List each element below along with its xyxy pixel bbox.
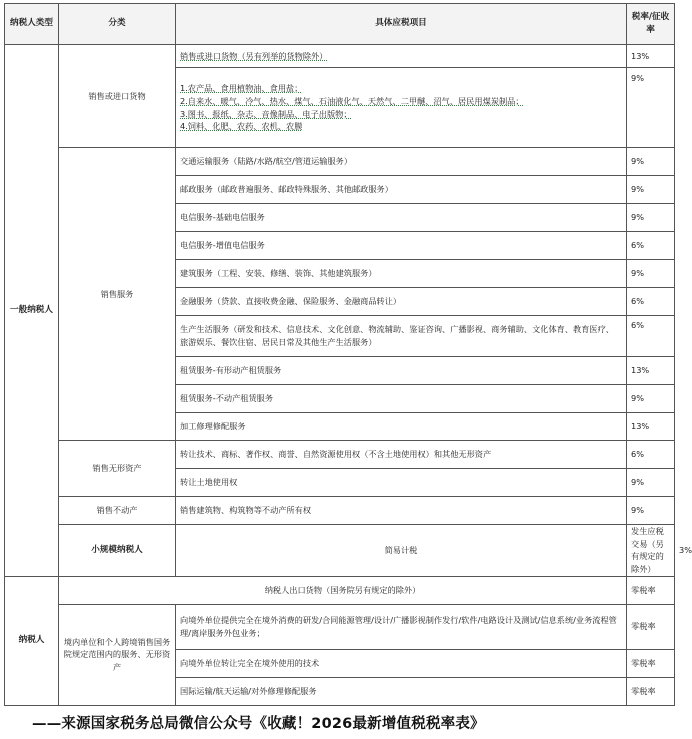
rate-cell: 6% [627,441,675,469]
item-cell: 租赁服务-不动产租赁服务 [176,385,627,413]
table-row [5,45,675,68]
header-taxpayer-type: 纳税人类型 [5,4,59,45]
table-row [5,576,675,604]
table-row [5,497,675,525]
rate-cell: 9% [627,68,675,148]
rate-cell: 9% [627,260,675,288]
tax-rate-table [4,3,692,706]
item-cell: 邮政服务（邮政普遍服务、邮政特殊服务、其他邮政服务） [176,176,627,204]
rate-cell: 9% [627,176,675,204]
item-cell: 电信服务-基础电信服务 [176,204,627,232]
rate-cell: 13% [627,45,675,68]
item-cell: 向境外单位转让完全在境外使用的技术 [176,649,627,677]
table-row [5,148,675,176]
rate-cell: 零税率 [627,604,675,649]
table-row [5,604,675,649]
item-cell: 生产生活服务（研发和技术、信息技术、文化创意、物流辅助、鉴证咨询、广播影视、商务辅助、文化体育、教育医疗、旅游娱乐、餐饮住宿、居民日常及其他生产生活服务） [176,316,627,357]
item-cell: 电信服务-增值电信服务 [176,232,627,260]
header-rate: 税率/征收率 [627,4,675,45]
rate-cell: 13% [627,357,675,385]
item-cell-export-goods: 纳税人出口货物（国务院另有规定的除外） [59,576,627,604]
item-cell: 销售建筑物、构筑物等不动产所有权 [176,497,627,525]
item-cell: 国际运输/航天运输/对外修理修配服务 [176,677,627,705]
table-header-row [5,4,675,45]
table-row: 小规模纳税人 简易计税 发生应税交易（另有规定的除外） 3% [5,525,675,577]
source-caption: ——来源国家税务总局微信公众号《收藏！2026最新增值税税率表》 [32,716,485,732]
item-cell: 发生应税交易（另有规定的除外） [627,525,675,577]
table-row [5,441,675,469]
rate-cell: 9% [627,148,675,176]
category-services: 销售服务 [59,148,176,441]
category-simple: 简易计税 [176,525,627,577]
general-taxpayer-label: 一般纳税人 [5,45,59,577]
header-item: 具体应税项目 [176,4,627,45]
rate-cell: 13% [627,413,675,441]
item-cell: 销售或进口货物（另有列举的货物除外） [176,45,627,68]
rate-cell: 6% [627,232,675,260]
item-cell: 建筑服务（工程、安装、修缮、装饰、其他建筑服务） [176,260,627,288]
item-cell: 交通运输服务（陆路/水路/航空/管道运输服务） [176,148,627,176]
category-realestate: 销售不动产 [59,497,176,525]
rate-cell: 6% [627,288,675,316]
rate-cell: 9% [627,497,675,525]
rate-cell: 9% [627,204,675,232]
item-cell-goods-list: 1.农产品、食用植物油、食用盐； 2.自来水、暖气、冷气、热水、煤气、石油液化气、天然气、二甲醚、沼气、居民用煤炭制品； 3.图书、报纸、杂志、音像制品、电子出版物； 4.饲料、化肥、农药、农机、农膜 [176,68,627,148]
zero-rate-taxpayer-label: 纳税人 [5,576,59,705]
rate-cell: 零税率 [627,576,675,604]
item-cell: 租赁服务-有形动产租赁服务 [176,357,627,385]
small-taxpayer-label: 小规模纳税人 [59,525,176,577]
category-goods: 销售或进口货物 [59,45,176,148]
header-category: 分类 [59,4,176,45]
rate-cell: 零税率 [627,649,675,677]
rate-cell: 6% [627,316,675,357]
item-cell: 金融服务（贷款、直接收费金融、保险服务、金融商品转让） [176,288,627,316]
item-cell: 加工修理修配服务 [176,413,627,441]
rate-cell: 9% [627,469,675,497]
item-cell: 转让土地使用权 [176,469,627,497]
category-intangible: 销售无形资产 [59,441,176,497]
rate-cell: 零税率 [627,677,675,705]
category-cross-border: 境内单位和个人跨境销售国务院规定范围内的服务、无形资产 [59,604,176,705]
item-cell: 转让技术、商标、著作权、商誉、自然资源使用权（不含土地使用权）和其他无形资产 [176,441,627,469]
rate-cell: 9% [627,385,675,413]
item-cell: 向境外单位提供完全在境外消费的研发/合同能源管理/设计/广播影视制作发行/软件/电路设计及测试/信息系统/业务流程管理/离岸服务外包业务； [176,604,627,649]
